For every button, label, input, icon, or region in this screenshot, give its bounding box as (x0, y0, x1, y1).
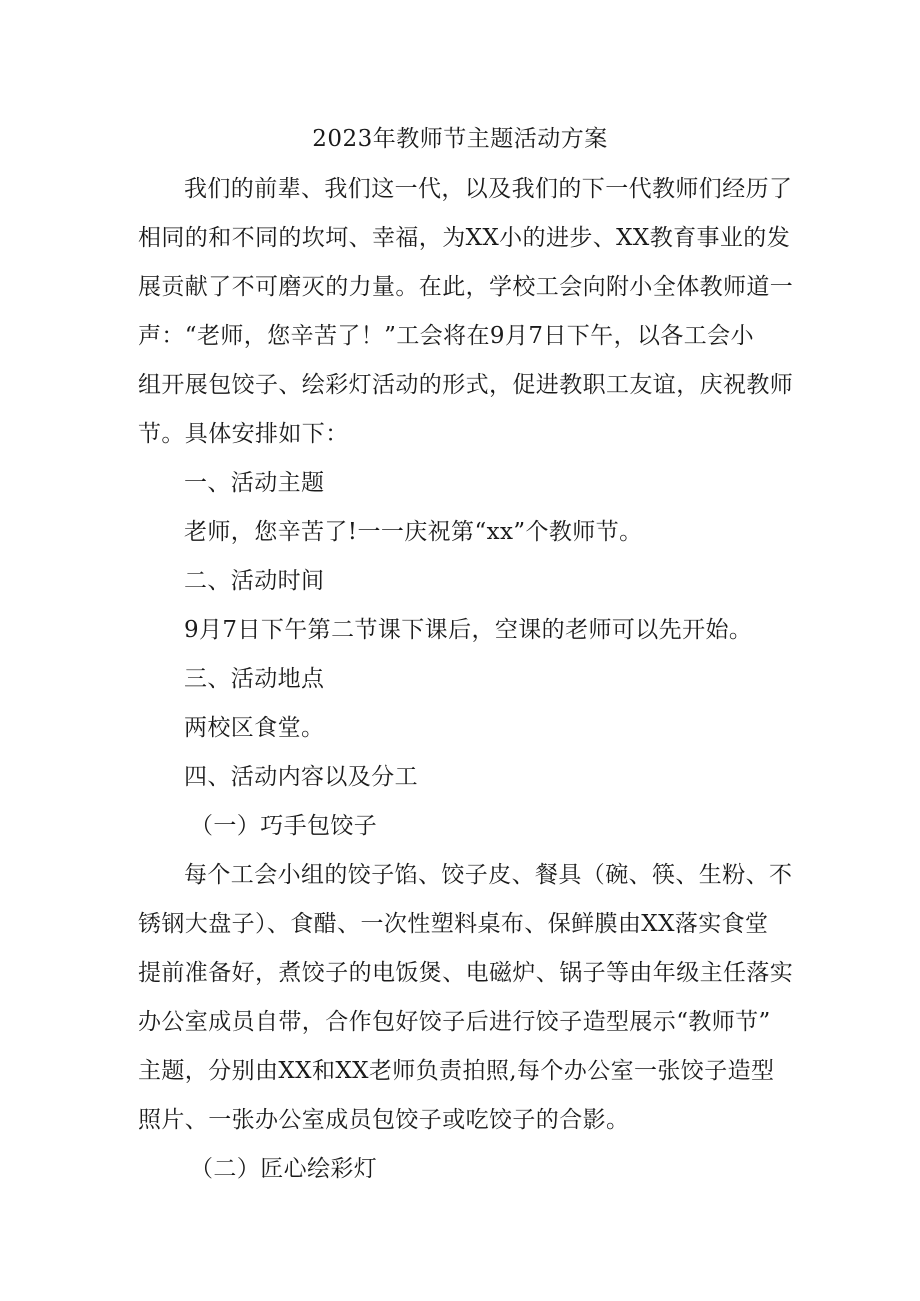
location-text: 两校区食堂。 (184, 715, 325, 741)
section-heading-time: 二、活动时间 (184, 568, 325, 594)
paragraph-intro-line-3: 展贡献了不可磨灭的力量。在此，学校工会向附小全体教师道一 (138, 274, 794, 300)
paragraph-intro-line-4: 声：“老师，您辛苦了！”工会将在9月7日下午，以各工会小 (138, 323, 754, 349)
section-heading-location: 三、活动地点 (184, 666, 325, 692)
dumplings-paragraph-line-6: 照片、一张办公室成员包饺子或吃饺子的合影。 (138, 1107, 630, 1133)
time-text: 9月7日下午第二节课下课后，空课的老师可以先开始。 (184, 617, 753, 643)
paragraph-intro-line-2: 相同的和不同的坎坷、幸福，为XX小的进步、XX教育事业的发 (138, 225, 791, 251)
dumplings-paragraph-line-4: 办公室成员自带，合作包好饺子后进行饺子造型展示“教师节” (138, 1009, 771, 1035)
section-heading-theme: 一、活动主题 (184, 470, 325, 496)
dumplings-paragraph-line-5: 主题，分别由XX和XX老师负责拍照,每个办公室一张饺子造型 (138, 1058, 775, 1084)
dumplings-paragraph-line-3: 提前准备好，煮饺子的电饭煲、电磁炉、锅子等由年级主任落实 (138, 960, 794, 986)
subsection-heading-lanterns: （二）匠心绘彩灯 (190, 1156, 378, 1182)
paragraph-intro-line-5: 组开展包饺子、绘彩灯活动的形式，促进教职工友谊，庆祝教师 (138, 372, 794, 398)
paragraph-intro-line-6: 节。具体安排如下： (138, 421, 349, 447)
dumplings-paragraph-line-1: 每个工会小组的饺子馅、饺子皮、餐具（碗、筷、生粉、不 (184, 862, 793, 888)
section-heading-content: 四、活动内容以及分工 (184, 764, 418, 790)
paragraph-intro-line-1: 我们的前辈、我们这一代，以及我们的下一代教师们经历了 (184, 176, 793, 202)
dumplings-paragraph-line-2: 锈钢大盘子）、食醋、一次性塑料桌布、保鲜膜由XX落实食堂 (138, 911, 769, 937)
document-title: 2023年教师节主题活动方案 (312, 126, 608, 152)
subsection-heading-dumplings: （一）巧手包饺子 (190, 813, 378, 839)
theme-text: 老师，您辛苦了!一一庆祝第“xx”个教师节。 (184, 519, 643, 545)
